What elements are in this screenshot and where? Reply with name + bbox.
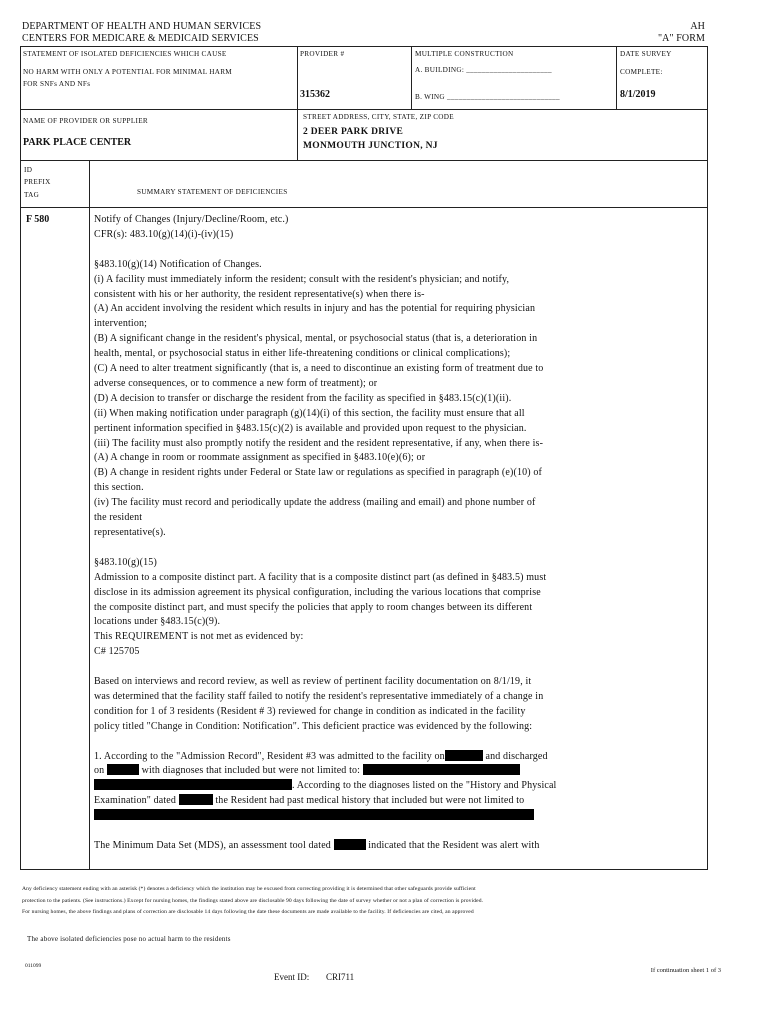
blank-line — [94, 735, 694, 750]
prefix-label: PREFIX — [24, 178, 51, 186]
disclosure-line: For nursing homes, the above findings and plans of correction are disclosable 14 days following the date these documents are made available to the facility. If deficiencies are cited, an approved — [22, 909, 474, 915]
tag-label: TAG — [24, 191, 40, 199]
address-line2: MONMOUTH JUNCTION, NJ — [303, 141, 438, 151]
deficiency-tag: F 580 — [26, 214, 50, 225]
deficiency-text — [94, 213, 694, 854]
deficiency-line: was determined that the facility staff failed to notify the resident's representative immediately of a change in — [94, 690, 544, 702]
deficiency-line: §483.10(g)(15) — [94, 556, 157, 568]
complete-label: COMPLETE: — [620, 68, 663, 76]
wing-field: B. WING _____________________________ — [415, 93, 560, 101]
redaction-block — [107, 764, 139, 775]
deficiency-line: adverse consequences, or to commence a new form of treatment); or — [94, 377, 378, 389]
summary-label: SUMMARY STATEMENT OF DEFICIENCIES — [137, 188, 288, 196]
deficiency-line: (iii) The facility must also promptly notify the resident and the resident representative, if any, when there is- — [94, 437, 544, 449]
disclosure-line: Any deficiency statement ending with an asterisk (*) denotes a deficiency which the institution may be excused from correcting providing it is determined that other safeguards provide sufficient — [22, 886, 476, 892]
deficiency-line: (ii) When making notification under paragraph (g)(14)(i) of this section, the facility must ensure that all — [94, 407, 525, 419]
department-title: DEPARTMENT OF HEALTH AND HUMAN SERVICES — [22, 21, 262, 32]
harm-label: NO HARM WITH ONLY A POTENTIAL FOR MINIMAL HARM — [23, 68, 232, 76]
deficiency-line: (B) A change in resident rights under Federal or State law or regulations as specified in paragraph (e)(10) of — [94, 467, 543, 479]
event-id-value: CRI711 — [326, 972, 355, 982]
text-run: The Minimum Data Set (MDS), an assessment tool dated — [94, 839, 331, 851]
deficiency-line: §483.10(g)(14) Notification of Changes. — [94, 258, 262, 270]
provider-name-label: NAME OF PROVIDER OR SUPPLIER — [23, 117, 149, 125]
deficiency-line: Notify of Changes (Injury/Decline/Room, etc.) — [94, 214, 289, 225]
statement-label: STATEMENT OF ISOLATED DEFICIENCIES WHICH CAUSE — [23, 50, 227, 58]
text-run: and discharged — [485, 750, 548, 762]
deficiency-line: health, mental, or psychosocial status in either life-threatening conditions or clinical complications); — [94, 348, 511, 360]
redaction-block — [179, 794, 213, 805]
disclosure-note — [22, 884, 722, 919]
survey-date: 8/1/2019 — [620, 89, 656, 100]
form-code: 011099 — [25, 963, 42, 969]
deficiency-line: CFR(s): 483.10(g)(14)(i)-(iv)(15) — [94, 228, 234, 240]
provider-number: 315362 — [300, 89, 330, 100]
deficiency-line: this section. — [94, 482, 144, 494]
deficiency-line: policy titled "Change in Condition: Notification". This deficient practice was evidenced by the following: — [94, 720, 533, 732]
deficiency-line: pertinent information specified in §483.15(c)(2) is available and provided upon request to the physician. — [94, 422, 527, 434]
deficiency-line: representative(s). — [94, 527, 166, 539]
paragraph-line — [94, 809, 694, 824]
blank-line — [94, 660, 694, 675]
text-run: Examination" dated — [94, 795, 177, 807]
blank-line — [94, 541, 694, 556]
ah-label: AH — [690, 21, 705, 32]
snf-label: FOR SNFs AND NFs — [23, 80, 91, 88]
redaction-block — [94, 779, 292, 790]
disclosure-line: protection to the patients. (See instructions.) Except for nursing homes, the findings stated above are disclosable 90 days following the date of survey whether or not a plan of correction is provided. — [22, 897, 484, 904]
text-run: . According to the diagnoses listed on the "History and Physical — [292, 780, 557, 792]
text-run: with diagnoses that included but were not limited to: — [141, 765, 361, 777]
continuation-sheet: If continuation sheet 1 of 3 — [650, 967, 721, 974]
paragraph-line — [94, 839, 694, 854]
address-label: STREET ADDRESS, CITY, STATE, ZIP CODE — [303, 113, 454, 121]
isolated-deficiencies-note: The above isolated deficiencies pose no actual harm to the residents — [27, 935, 231, 943]
address-line1: 2 DEER PARK DRIVE — [303, 127, 404, 137]
deficiency-line: (C) A need to alter treatment significantly (that is, a need to discontinue an existing form of treatment due to — [94, 363, 544, 375]
text-run: the Resident had past medical history that included but were not limited to — [215, 795, 525, 807]
text-run: indicated that the Resident was alert with — [368, 839, 540, 851]
form-label: "A" FORM — [657, 33, 705, 44]
redaction-block — [363, 764, 520, 775]
paragraph-line — [94, 794, 694, 809]
building-field: A. BUILDING: ______________________ — [415, 66, 552, 74]
text-run: on — [94, 765, 105, 777]
deficiency-line: (A) An accident involving the resident which results in injury and has the potential for requiring physician — [94, 303, 536, 315]
deficiency-line: locations under §483.15(c)(9). — [94, 616, 221, 628]
centers-title: CENTERS FOR MEDICARE & MEDICAID SERVICES — [22, 33, 259, 44]
deficiency-line: consistent with his or her authority, the resident representative(s) when there is- — [94, 288, 425, 300]
column-header-box — [20, 160, 708, 208]
deficiency-line: (iv) The facility must record and periodically update the address (mailing and email) and phone number of — [94, 497, 536, 509]
deficiency-line: (i) A facility must immediately inform the resident; consult with the resident's physician; and notify, — [94, 273, 510, 285]
deficiency-line: disclose in its admission agreement its physical configuration, including the various locations that comprise — [94, 586, 541, 598]
deficiency-line: (B) A significant change in the resident's physical, mental, or psychosocial status (that is, a deterioration in — [94, 333, 538, 345]
text-run: 1. According to the "Admission Record", Resident #3 was admitted to the facility on — [94, 750, 445, 762]
id-label: ID — [24, 166, 33, 174]
paragraph-line — [94, 764, 694, 779]
paragraph-line — [94, 779, 694, 794]
deficiency-line: intervention; — [94, 318, 148, 330]
deficiency-line: Based on interviews and record review, as well as review of pertinent facility documentation on 8/1/19, it — [94, 676, 532, 688]
deficiency-lines — [94, 213, 694, 750]
deficiency-line: Admission to a composite distinct part. A facility that is a composite distinct part (as defined in §483.5) must — [94, 571, 547, 583]
deficiency-line: the resident — [94, 512, 143, 524]
deficiency-line: (A) A change in room or roommate assignment as specified in §483.10(e)(6); or — [94, 452, 426, 464]
redaction-block — [445, 750, 483, 761]
deficiency-line: (D) A decision to transfer or discharge the resident from the facility as specified in §483.15(c)(1)(ii). — [94, 392, 512, 404]
redaction-block — [334, 839, 366, 850]
blank-line — [94, 243, 694, 258]
provider-label: PROVIDER # — [300, 50, 345, 58]
deficiency-line: C# 125705 — [94, 646, 140, 658]
event-id-label: Event ID: — [274, 972, 310, 982]
deficiency-line: This REQUIREMENT is not met as evidenced by: — [94, 631, 304, 643]
paragraph-line — [94, 750, 694, 765]
deficiency-line: the composite distinct part, and must specify the policies that apply to room changes between its different — [94, 601, 533, 613]
date-survey-label: DATE SURVEY — [620, 50, 672, 58]
provider-name: PARK PLACE CENTER — [23, 137, 132, 148]
deficiency-line: condition for 1 of 3 residents (Resident # 3) reviewed for change in condition as indicated in the facility — [94, 705, 526, 717]
multiple-construction-label: MULTIPLE CONSTRUCTION — [415, 50, 514, 58]
redaction-block — [94, 809, 534, 820]
